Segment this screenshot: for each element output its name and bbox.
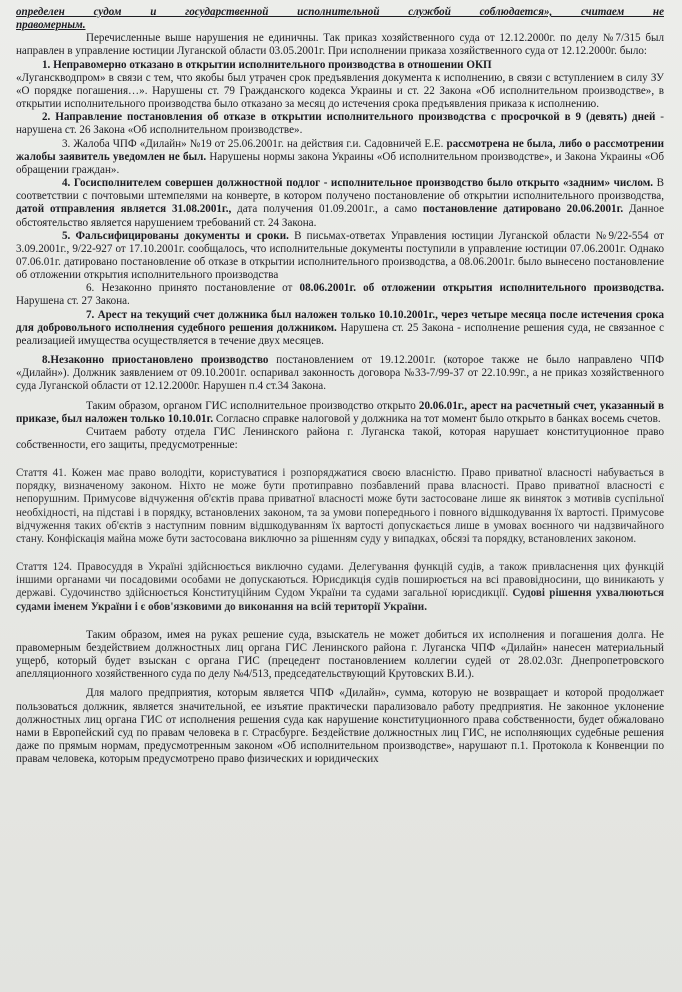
item-6-bold: 08.06.2001г. об отложении открытия исполнительного производства. [299,282,664,295]
item-8 [16,354,664,393]
item-1 [16,59,664,72]
item-6-text-a: 6. Незаконно принято постановление от [86,282,300,295]
summary-paragraph [16,400,664,426]
item-5-text: В письмах-ответах Управления юстиции Луганской области №9/22-554 от 3.09.2001г., 9/22-927 от 17.10.2001г. сообщалось, что исполнительные документы поступили в управление юстиции 07.06.2001г. Однако 07.06.01г. датировано постановление об отказе в открытии исполнительного производства, а 08.06.2001г. было вынесено постановление об отложении открытия исполнительного производства [16,229,665,282]
item-3-text-c: Нарушены нормы закона Украины «Об исполнительном производстве», и Закона Украины «Об обращении граждан». [16,150,664,176]
spacer [16,546,664,561]
intro-paragraph: Перечисленные выше нарушения не единичны. Так приказ хозяйственного суда от 12.12.2000г. по делу №7/315 был направлен в управление юстиции Луганской области 03.05.2001г. При исполнении приказа хозяйственного суда от 12.12.2000г. было: [16,32,664,58]
item-2-text: - нарушена ст. 26 Закона «Об исполнительном производстве». [16,111,664,137]
item-6-text-c: Нарушена ст. 27 Закона. [16,295,130,308]
header-line-2: правомерным. [16,19,86,32]
article-41: Стаття 41. Кожен має право володіти, користуватися і розпоряджатися своєю власністю. Право приватної власності набувається в порядку, визначеному законом. Ніхто не може бути протиправно позбавлений права власності. Право приватної власності є непорушним. Примусове відчуження об'єктів права приватної власності може бути застосоване лише як виняток з мотивів суспільної необхідності, на підставі і в порядку, встановлених законом, та за умови попереднього і повного відшкодування їх вартості. Примусове відчуження таких об'єктів з наступним повним відшкодуванням їх вартості допускається лише в умовах воєнного чи надзвичайного стану. Конфіскація майна може бути застосована виключно за рішенням суду у випадках, обсязі та порядку, встановлених законом. [16,467,664,545]
article-124 [16,561,664,614]
item-4-text-c: дата получения 01.09.2001г., а само [231,203,423,216]
item-4-text-e: Данное обстоятельство является нарушением требований ст. 24 Закона. [16,203,664,229]
header-line-1: определен судом и государственной исполнительной службой соблюдается», считаем не [16,6,664,18]
item-5-heading: 5. Фальсифицированы документы и сроки. [62,229,289,242]
item-5 [16,230,664,283]
spacer [16,452,664,467]
item-4-heading: 4. Госисполнителем совершен должностной подлог - исполнительное производство было открыто «задним» числом. [62,177,654,190]
summary-bold: 20.06.01г., арест на расчетный счет, указанный в приказе, был наложен только 10.10.01г. [16,399,665,425]
article-124-bold: Судові рішення ухвалюються судами іменем України і є обов'язковими до виконання на всій території України. [16,587,664,613]
final-paragraph: Для малого предприятия, которым является ЧПФ «Дилайн», сумма, которую не возвращает и которой продолжает пользоваться должник, является значительной, ее изъятие практически парализовало работу предприятия. Не законное уклонение должностных лиц органа ГИС от исполнения решения суда как нарушение конституционного права собственности, будет обжаловано нами в Европейский суд по правам человека в г. Страсбурге. Бездействие должностных лиц ГИС, не исполняющих судебные решения даже по прямым нормам, предусмотренным законом «Об исполнительном производстве», нарушают п.1. Протокола к Конвенции по правам человека, которым предусмотрено право физических и юридических [16,687,664,766]
item-4-bold-dated: постановление датировано 20.06.2001г. [422,203,624,216]
item-4-text-a: В соответствии с почтовыми штемпелями на конверте, в котором получено постановление об открытии исполнительного производства, [16,177,664,203]
conclusion-paragraph: Таким образом, имея на руках решение суда, взыскатель не может добиться их исполнения и погашения долга. Не правомерным бездействием должностных лиц органа ГИС Ленинского района г. Луганска ЧПФ «Дилайн» нанесен материальный ущерб, который будет взыскан с органа ГИС (прецедент постановлением коллегии судей от 28.02.03г. Днепропетровского апелляционного хозяйственного суда по делу №4/513, председательствующий Крутовских В.И.). [16,628,664,681]
summary-text-a: Таким образом, органом ГИС исполнительное производство открыто [86,399,419,412]
item-3-text-a: 3. Жалоба ЧПФ «Дилайн» №19 от 25.06.2001г. на действия г.и. Садовничей Е.Е. [62,137,447,150]
item-7 [16,309,664,348]
item-1-heading: 1. Неправомерно отказано в открытии исполнительного производства в отношении ОКП [42,58,492,71]
item-4 [16,177,664,230]
item-3 [16,138,664,177]
item-7-heading: 7. Арест на текущий счет должника был наложен только 10.10.2001г., через четыре месяца после истечения срока для добровольного исполнения судебного решения должником. [16,308,664,334]
item-2 [16,111,664,137]
spacer [16,614,664,629]
item-1-text: «Луганскводпром» в связи с тем, что якобы был утрачен срок предъявления документа к исполнению, в связи с вступлением в силу ЗУ «О порядке погашения…». Нарушены ст. 79 Гражданского кодекса Украины и ст. 22 Закона «Об исполнительном производстве», в открытии исполнительного производства было отказано за месяц до истечения срока предъявления приказа к исполнению. [16,71,664,111]
item-8-heading: 8.Незаконно приостановлено производство [42,354,269,367]
item-7-text: Нарушена ст. 25 Закона - исполнение решения суда, не связанное с реализацией имущества осуществляется в течение двух месяцев. [16,321,664,347]
summary-text-c: Согласно справке налоговой у должника на тот момент было открыто в банках восемь счетов. [213,412,661,425]
item-2-heading: 2. Направление постановления об отказе в открытии исполнительного производства с просрочкой в 9 (девять) дней [42,111,656,124]
item-4-bold-date-sent: датой отправления является 31.08.2001г., [16,203,232,216]
article-124-text: Стаття 124. Правосуддя в Україні здійснюється виключно судами. Делегування функцій судів, а також привласнення цих функцій іншими органами чи посадовими особами не допускаються. Юрисдикція судів поширюється на всі правовідносини, що виникають у державі. Судочинство здійснюється Конституційним Судом України та судами загальної юрисдикції. [16,561,664,600]
item-3-bold: рассмотрена не была, либо о рассмотрении жалобы заявитель уведомлен не был. [16,137,664,163]
item-6 [16,282,664,308]
consider-paragraph: Считаем работу отдела ГИС Ленинского района г. Луганска такой, которая нарушает конституционное право собственности, его защиты, предусмотренные: [16,425,664,451]
item-8-text: постановлением от 19.12.2001г. (которое также не было направлено ЧПФ «Дилайн»). Должник заявлением от 09.10.2001г. оспаривал законность договора №33-7/99-37 от 22.10.99г., а не приказ хозяйственного суда Луганской области от 12.12.2000г. Нарушен п.4 ст.34 Закона. [16,354,664,393]
